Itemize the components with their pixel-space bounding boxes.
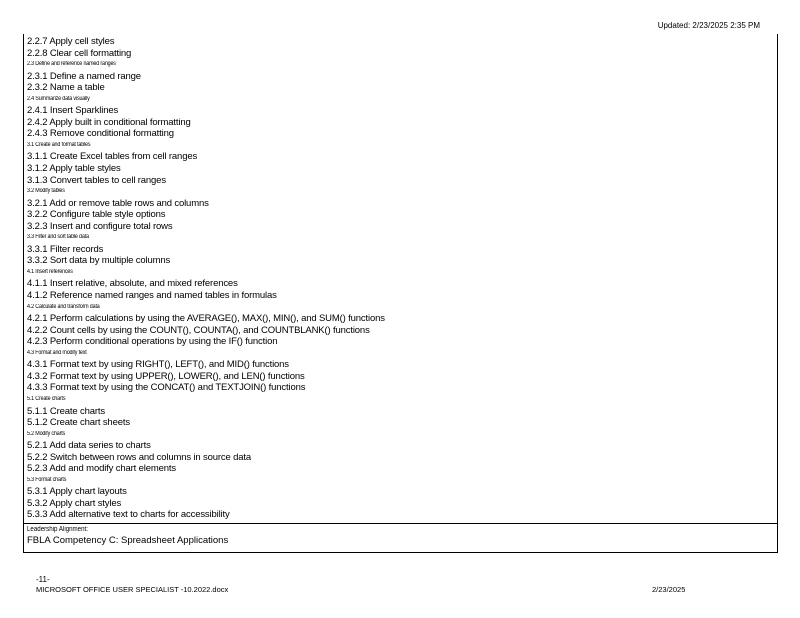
objective-section-heading: 5.1 Create charts [27, 395, 66, 402]
objective-item: 5.1.2 Create chart sheets [27, 417, 130, 429]
objective-item: 2.4.1 Insert Sparklines [27, 105, 119, 117]
objective-item: 5.1.1 Create charts [27, 405, 105, 417]
objective-item: 4.1.1 Insert relative, absolute, and mixed references [27, 278, 238, 290]
leadership-alignment [27, 525, 767, 547]
updated-timestamp: Updated: 2/23/2025 2:35 PM [657, 21, 760, 30]
page-number: -11- [36, 575, 50, 584]
objective-section-heading: 2.3 Define and reference named ranges [27, 61, 116, 68]
objective-item: 2.2.7 Apply cell styles [27, 36, 115, 47]
objectives-table [23, 34, 778, 553]
alignment-label: Leadership Alignment: [27, 526, 88, 533]
objectives-list [27, 36, 767, 521]
objective-item: 3.2.3 Insert and configure total rows [27, 220, 173, 232]
objective-item: 3.2.1 Add or remove table rows and columns [27, 197, 209, 209]
objective-item: 5.3.1 Apply chart layouts [27, 486, 127, 498]
objective-item: 4.3.3 Format text by using the CONCAT() and TEXTJOIN() functions [27, 382, 306, 394]
objective-item: 5.3.2 Apply chart styles [27, 497, 122, 509]
objective-item: 2.3.2 Name a table [27, 82, 105, 94]
objective-section-heading: 3.3 Filter and sort table data [27, 234, 89, 241]
objective-section-heading: 4.3 Format and modify text [27, 349, 87, 356]
objective-item: 5.2.1 Add data series to charts [27, 440, 151, 452]
objective-item: 2.4.2 Apply built in conditional formatting [27, 116, 191, 128]
objective-item: 5.2.3 Add and modify chart elements [27, 463, 176, 475]
footer-document-name: MICROSOFT OFFICE USER SPECIALIST -10.2022.docx [36, 585, 229, 594]
objective-item: 3.3.2 Sort data by multiple columns [27, 255, 171, 267]
objective-item: 3.3.1 Filter records [27, 243, 104, 255]
objective-item: 4.2.1 Perform calculations by using the AVERAGE(), MAX(), MIN(), and SUM() functions [27, 313, 385, 325]
objective-item: 4.2.3 Perform conditional operations by using the IF() function [27, 336, 278, 348]
objective-section-heading: 5.3 Format charts [27, 476, 67, 483]
objective-section-heading: 3.1 Create and format tables [27, 141, 91, 148]
table-divider [24, 523, 777, 524]
objective-item: 5.3.3 Add alternative text to charts for accessibility [27, 509, 230, 521]
objective-section-heading: 4.2 Calculate and transform data [27, 303, 100, 310]
objective-section-heading: 4.1 Insert references [27, 268, 73, 275]
objective-item: 3.2.2 Configure table style options [27, 209, 166, 221]
objective-section-heading: 3.2 Modify tables [27, 188, 65, 195]
objective-item: 3.1.3 Convert tables to cell ranges [27, 174, 166, 186]
alignment-value: FBLA Competency C: Spreadsheet Applications [27, 535, 229, 546]
objective-item: 2.2.8 Clear cell formatting [27, 47, 132, 59]
objective-section-heading: 2.4 Summarize data visually [27, 95, 90, 102]
objective-item: 2.3.1 Define a named range [27, 70, 141, 82]
footer-date: 2/23/2025 [652, 585, 686, 594]
objective-item: 5.2.2 Switch between rows and columns in source data [27, 451, 252, 463]
objective-item: 3.1.2 Apply table styles [27, 163, 121, 175]
objective-item: 4.2.2 Count cells by using the COUNT(), COUNTA(), and COUNTBLANK() functions [27, 324, 370, 336]
objective-item: 4.3.2 Format text by using UPPER(), LOWER(), and LEN() functions [27, 370, 305, 382]
objective-item: 3.1.1 Create Excel tables from cell ranges [27, 151, 198, 163]
objective-section-heading: 5.2 Modify charts [27, 430, 66, 437]
objective-item: 4.1.2 Reference named ranges and named tables in formulas [27, 290, 277, 302]
objective-item: 2.4.3 Remove conditional formatting [27, 128, 174, 140]
objective-item: 4.3.1 Format text by using RIGHT(), LEFT(), and MID() functions [27, 359, 289, 371]
